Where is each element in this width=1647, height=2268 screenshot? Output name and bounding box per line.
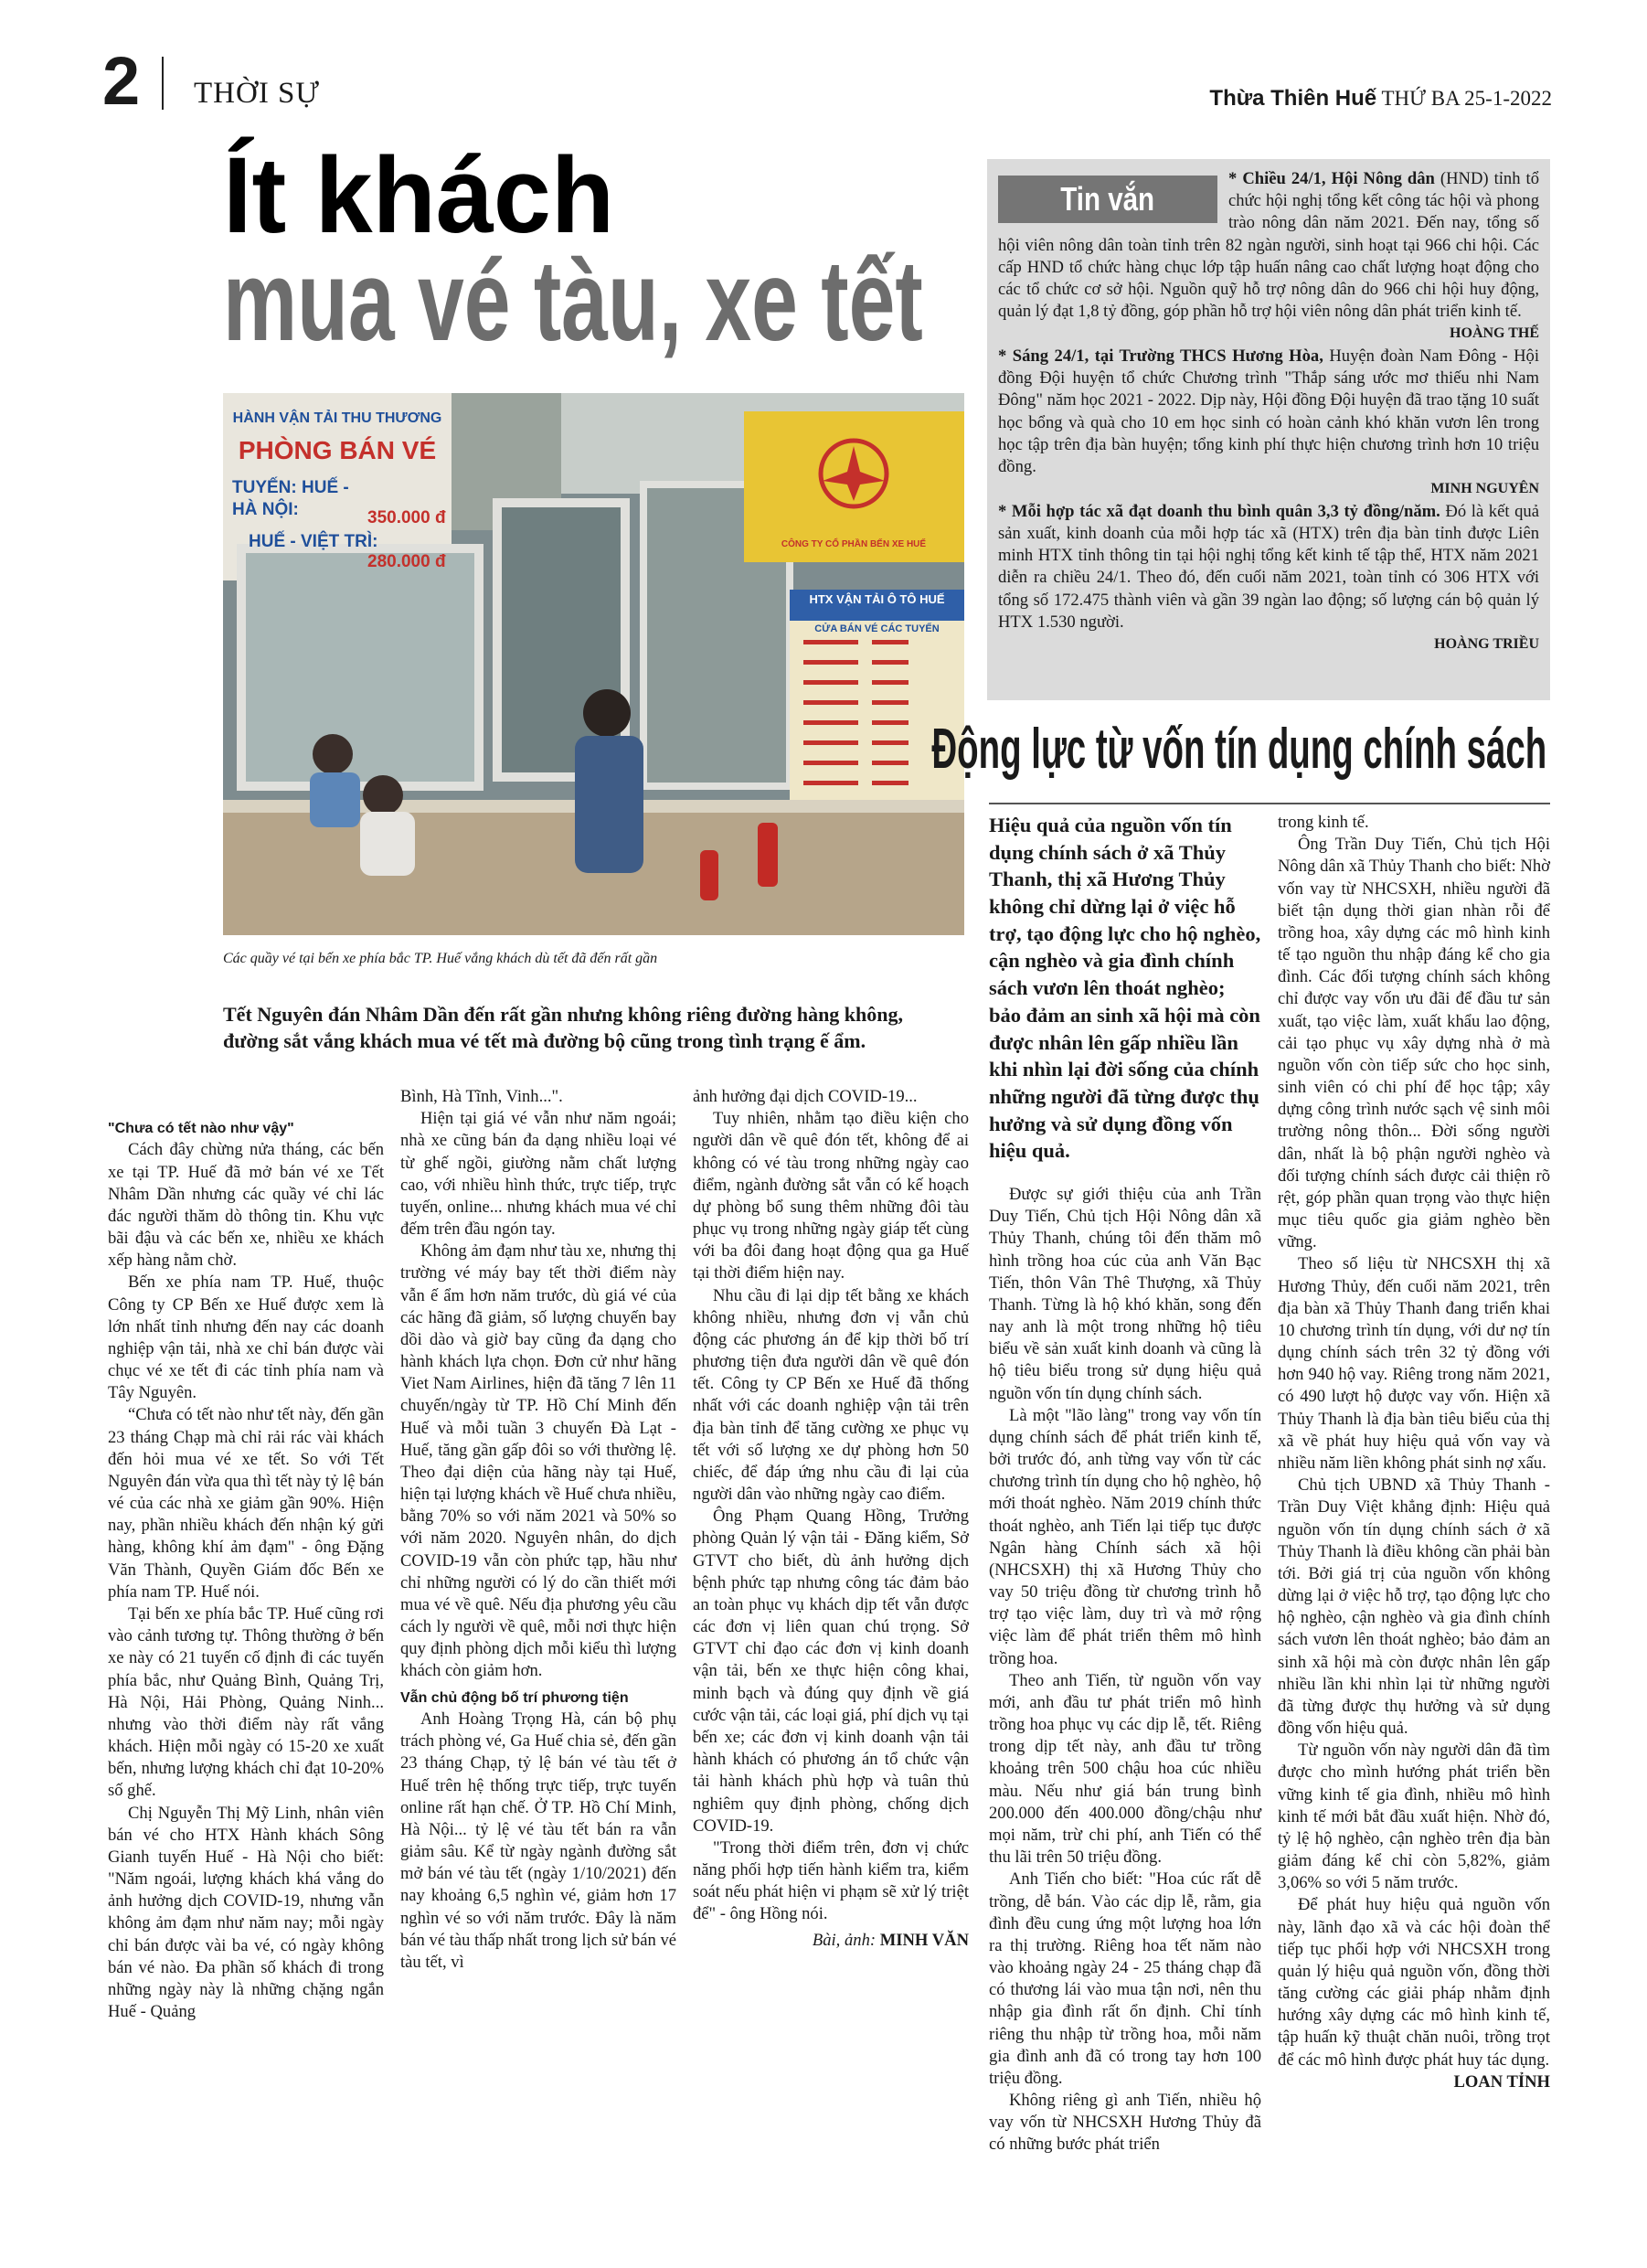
article1-title-line1: Ít khách: [223, 135, 615, 256]
section-title: THỜI SỰ: [194, 77, 321, 110]
sign-route1-price: 350.000 đ: [367, 508, 446, 527]
brief-item-lead: * Chiều 24/1, Hội Nông dân: [1228, 169, 1435, 188]
photo-caption: Các quầy vé tại bến xe phía bắc TP. Huế vắng khách dù tết đã đến rất gần: [223, 951, 658, 966]
sign-cooperative-name: HTX VẬN TẢI Ô TÔ HUẾ: [809, 592, 945, 606]
article2-author: [1278, 2071, 1550, 2093]
subheading: Vẫn chủ động bố trí phương tiện: [400, 1689, 629, 1706]
paragraph: Tuy nhiên, nhằm tạo điều kiện cho người dân về quê đón tết, không để ai không có vé tàu trong những ngày cao điểm, ngành đường sắt vẫn có kế hoạch dự phòng bổ sung thêm những đôi tàu phục vụ trong những ngày giáp tết cùng với ba đôi đang hoạt động qua ga Huế tại thời điểm hiện nay.: [693, 1109, 969, 1283]
paragraph: Là một "lão làng" trong vay vốn tín dụng chính sách để phát triển kinh tế, bởi trước đó, anh từng vay vốn từ các chương trình tín dụng cho hộ nghèo, hộ mới thoát nghèo. Năm 2019 chính thức thoát nghèo, anh Tiến lại tiếp tục được Ngân hàng Chính sách xã hội (NHCSXH) thị xã Hương Thủy cho vay 50 triệu đồng từ chương trình hỗ trợ tạo việc làm, duy trì và mở rộng việc làm để phát triển thêm mô hình trồng hoa.: [989, 1405, 1261, 1668]
sign-bus-station-company: CÔNG TY CỔ PHẦN BẾN XE HUẾ: [781, 539, 927, 549]
news-brief-label-text: Tin vắn: [1060, 180, 1155, 218]
sign-ticket-office: PHÒNG BÁN VÉ: [238, 436, 437, 464]
paragraph: Theo anh Tiến, từ nguồn vốn vay mới, anh đầu tư phát triển mô hình trồng hoa phục vụ các dịp lễ, tết. Riêng trong dịp tết này, anh đầu tư trồng khoảng trên 500 chậu hoa cúc nhiều màu. Nếu như giá bán trung bình 200.000 đến 400.000 đồng/chậu như mọi năm, trừ chi phí, anh Tiến có thể thu lãi trên 50 triệu đồng.: [989, 1670, 1261, 1868]
article1-column-1: [108, 1113, 384, 2023]
paragraph: Chủ tịch UBND xã Thủy Thanh - Trần Duy Việt khẳng định: Hiệu quả nguồn vốn tín dụng chính sách ở xã Thủy Thanh là điều không cần phải bàn tới. Bởi giá trị của nguồn vốn không dừng lại ở việc hỗ trợ, tạo động lực cho hộ nghèo, cận nghèo và gia đình chính sách vươn lên thoát nghèo; bảo đảm an sinh xã hội mà còn được nhân lên gấp nhiều lần khi nhìn lại từ những người đã từng được thụ hưởng và sử dụng đồng vốn hiệu quả.: [1278, 1475, 1550, 1739]
news-brief-label: [998, 176, 1217, 223]
brief-item-lead: * Sáng 24/1, tại Trường THCS Hương Hòa,: [998, 346, 1323, 366]
paragraph: Anh Hoàng Trọng Hà, cán bộ phụ trách phòng vé, Ga Huế chia sẻ, đến gần 23 tháng Chạp, tỷ lệ bán vé tàu tết ở Huế trên hệ thống trực tiếp, trực tuyến online rất hạn chế. Ở TP. Hồ Chí Minh, Hà Nội... tỷ lệ vé tàu tết bán ra vẫn giảm sâu. Kể từ ngày ngành đường sắt mở bán vé tàu tết (ngày 1/10/2021) đến nay khoảng 6,5 nghìn vé, giảm hơn 17 nghìn vé so với năm trước. Đây là năm bán vé tàu thấp nhất trong lịch sử bán vé tàu tết, vì: [400, 1709, 676, 1972]
photo-illustration: [223, 393, 964, 935]
brief-author: HOÀNG TRIỀU: [1434, 635, 1539, 652]
paragraph: Không riêng gì anh Tiến, nhiều hộ vay vốn từ NHCSXH Hương Thủy đã có những bước phát triển: [989, 2091, 1261, 2155]
article1-sapo: Tết Nguyên đán Nhâm Dần đến rất gần nhưng không riêng đường hàng không, đường sắt vắng khách mua vé tết mà đường bộ cũng trong tình trạng ế ẩm.: [223, 1003, 904, 1053]
page-number: 2: [102, 43, 141, 119]
paragraph: “Chưa có tết nào như tết này, đến gần 23 tháng Chạp mà chỉ rải rác vài khách đến hỏi mua vé xe tết. So với Tết Nguyên đán vừa qua thì tết này tỷ lệ bán vé của các nhà xe giảm gần 90%. Hiện nay, phần nhiều khách đến nhận ký gửi hàng, không khí ảm đạm" - ông Đặng Văn Thành, Quyền Giám đốc Bến xe phía nam TP. Huế nói.: [108, 1405, 384, 1602]
sign-counter-routes: CỬA BÁN VÉ CÁC TUYẾN: [814, 623, 940, 634]
brief-item-lead: * Mỗi hợp tác xã đạt doanh thu bình quân 3,3 tỷ đồng/năm.: [998, 501, 1440, 521]
masthead: [1209, 86, 1552, 112]
paragraph: Từ nguồn vốn này người dân đã tìm được cho mình hướng phát triển bền vững kinh tế gia đình, nhiều mô hình kinh tế mới bắt đầu xuất hiện. Nhờ đó, tỷ lệ hộ nghèo, cận nghèo trên địa bàn giảm đáng kể chỉ còn 5,82%, giảm 3,06% so với 5 năm trước.: [1278, 1741, 1550, 1893]
paragraph: Bến xe phía nam TP. Huế, thuộc Công ty CP Bến xe Huế được xem là lớn nhất tỉnh nhưng đến nay các doanh nghiệp vận tải, nhà xe chỉ bán được vài chục vé xe tết đi các tỉnh phía nam và Tây Nguyên.: [108, 1272, 384, 1403]
paragraph: Theo số liệu từ NHCSXH thị xã Hương Thủy, đến cuối năm 2021, trên địa bàn xã Thủy Thanh đang triển khai 10 chương trình tín dụng, với dư nợ tín dụng chính sách trên 32 tỷ đồng với hơn 940 hộ vay. Riêng trong năm 2021, có 490 lượt hộ được vay vốn. Hiện xã Thủy Thanh là địa bàn tiêu biểu của thị xã về phát huy hiệu quả vốn vay và nhiều năm liền không phát sinh nợ xấu.: [1278, 1254, 1550, 1473]
paragraph: Chị Nguyễn Thị Mỹ Linh, nhân viên bán vé cho HTX Hành khách Sông Gianh tuyến Huế - Hà Nội cho biết: "Năm ngoái, lượng khách khá vắng do ảnh hưởng dịch COVID-19, nhưng vẫn không ảm đạm như năm nay; mỗi ngày chỉ bán được vài ba vé, có ngày không bán vé nào. Đa phần số khách đi trong những ngày này là những chặng ngắn Huế - Quảng: [108, 1803, 384, 2022]
subheading: "Chưa có tết nào như vậy": [108, 1121, 294, 1136]
header-divider: [162, 57, 164, 110]
paragraph: Ông Phạm Quang Hồng, Trưởng phòng Quản lý vận tải - Đăng kiểm, Sở GTVT cho biết, dù ảnh hưởng dịch bệnh phức tạp nhưng công tác đảm bảo an toàn phục vụ khách dịp tết vẫn được các đơn vị liên quan chú trọng. Sở GTVT chỉ đạo các đơn vị kinh doanh vận tải, bến xe thực hiện công khai, minh bạch và đúng quy định về giá cước vận tải, các loại giá, phí dịch vụ tại bến xe; các đơn vị kinh doanh vận tải hành khách có phương án tổ chức vận tải hành khách phù hợp và tuân thủ nghiêm quy định phòng, chống dịch COVID-19.: [693, 1507, 969, 1836]
byline-prefix: Bài, ảnh:: [812, 1930, 877, 1950]
paragraph: Cách đây chừng nửa tháng, các bến xe tại TP. Huế đã mở bán vé xe Tết Nhâm Dần nhưng các quầy vé chỉ lác đác người thăm dò thông tin. Khu vực bãi đậu và các bến xe, nhiều xe khách xếp hàng nằm chờ.: [108, 1140, 384, 1271]
brief-author: MINH NGUYÊN: [1430, 481, 1539, 497]
byline: [693, 1930, 969, 1952]
paragraph: Nhu cầu đi lại dịp tết bằng xe khách không nhiều, nhưng đơn vị vẫn chủ động các phương án để kịp thời bố trí phương tiện đưa người dân về quê đón tết. Công ty CP Bến xe Huế đã thống nhất với các doanh nghiệp vận tải trên địa bàn tỉnh để tăng cường xe phục vụ tết với số lượng xe dự phòng hơn 50 chiếc, để đáp ứng nhu cầu đi lại của người dân vào những ngày cao điểm.: [693, 1285, 969, 1505]
issue-date: THỨ BA 25-1-2022: [1381, 87, 1552, 110]
sign-route2-label: HUẾ - VIỆT TRÌ:: [249, 532, 378, 551]
article1-column-3: [693, 1086, 969, 1952]
article1-column-2: [400, 1086, 676, 1974]
article2-lead: Hiệu quả của nguồn vốn tín dụng chính sách ở xã Thủy Thanh, thị xã Hương Thủy không chỉ dừng lại ở việc hỗ trợ, tạo động lực cho hộ nghèo, cận nghèo và gia đình chính sách vươn lên thoát nghèo; bảo đảm an sinh xã hội mà còn được nhân lên gấp nhiều lần khi nhìn lại đời sống của chính những người đã từng được thụ hưởng và sử dụng đồng vốn hiệu quả.: [989, 814, 1261, 1163]
article2-title-rule: [989, 803, 1550, 804]
ticket-counter-photo: [223, 393, 964, 935]
news-brief-text: [998, 168, 1539, 656]
paragraph: Hiện tại giá vé vẫn như năm ngoái; nhà xe cũng bán đa dạng nhiều loại vé từ ghế ngồi, giường nằm chất lượng cao, với nhiều hình thức, trực tiếp, trực tuyến, online... nhưng khách mua vé chỉ đếm trên đầu ngón tay.: [400, 1109, 676, 1240]
brief-item: [998, 501, 1539, 634]
paragraph: ảnh hưởng đại dịch COVID-19...: [693, 1087, 918, 1106]
paragraph: Không ảm đạm như tàu xe, nhưng thị trường vé máy bay tết thời điểm này vẫn ế ẩm hơn năm trước, dù giá vé của các hãng đã giảm, số lượng chuyến bay dồi dào và giờ bay cũng đa dạng cho hành khách lựa chọn. Đơn cử như hãng Viet Nam Airlines, hiện đã tăng 7 lên 11 chuyến/ngày từ TP. Hồ Chí Minh đến Huế và mỗi tuần 3 chuyến Đà Lạt - Huế, tăng gần gấp đôi so với thường lệ. Theo đại diện của hãng này tại Huế, hiện tại lượng khách về Huế chưa nhiều, bằng 70% so với năm 2021 và 50% so với năm 2020. Nguyên nhân, do dịch COVID-19 vẫn còn phức tạp, hầu như chỉ những người có lý do cần thiết mới mua vé về quê. Nếu địa phương yêu cầu cách ly người về quê, mỗi nơi thực hiện quy định phòng dịch mỗi kiểu thì lượng khách còn giảm hơn.: [400, 1241, 676, 1681]
paragraph: Được sự giới thiệu của anh Trần Duy Tiến, Chủ tịch Hội Nông dân xã Thủy Thanh, chúng tôi đến thăm mô hình trồng hoa cúc của anh Văn Bạc Tiến, thôn Vân Thê Thượng, xã Thủy Thanh. Từng là hộ khó khăn, song đến nay anh là một trong những hộ tiêu biểu về sản xuất kinh doanh và cũng là hộ tiêu biểu trong sử dụng hiệu quả nguồn vốn tín dụng chính sách.: [989, 1185, 1261, 1403]
article2-title: Động lực từ vốn tín dụng chính sách: [931, 718, 1546, 781]
paragraph: Anh Tiến cho biết: "Hoa cúc rất dễ trồng, dễ bán. Vào các dịp lễ, rằm, gia đình đều cung ứng một lượng hoa lớn ra thị trường. Riêng hoa tết năm nào vào khoảng ngày 24 - 25 tháng chạp đã có thương lái vào mua tận nơi, nên thu nhập gia đình rất ổn định. Chỉ tính riêng thu nhập từ trồng hoa, mỗi năm gia đình anh đã có trong tay hơn 100 triệu đồng.: [989, 1869, 1261, 2088]
brief-item-body: (HND) tỉnh tổ chức hội nghị tổng kết công tác hội và phong trào nông dân năm 2021. Đến nay, tổng số hội viên nông dân toàn tỉnh trên 82 ngàn người, sinh hoạt tại 966 chi hội. Các cấp HND tổ chức hàng chục lớp tập huấn nâng cao chất lượng hoạt động cho các tổ chức cơ sở hội. Nguồn quỹ hỗ trợ nông dân do 966 chi hội huy động, quản lý đạt 1,8 tỷ đồng, góp phần hỗ trợ hội viên nông dân phát triển kinh tế.: [998, 169, 1539, 322]
sign-route2-price: 280.000 đ: [367, 552, 446, 571]
article2-author-name: LOAN TỈNH: [1453, 2071, 1550, 2092]
paragraph: Ông Trần Duy Tiến, Chủ tịch Hội Nông dân xã Thủy Thanh cho biết: Nhờ vốn vay từ NHCSXH, nhiều người đã biết tận dụng thời gian nhàn rỗi để trồng hoa, xây dựng các mô hình kinh tế tạo nguồn thu nhập đáng kể cho gia đình. Các đối tượng chính sách không chỉ được vay vốn ưu đãi để đầu tư sản xuất, tạo việc làm, xuất khẩu lao động, cải tạo phục vụ xây dựng nhà ở mà nguồn vốn còn tiếp sức cho học sinh, sinh viên có chi phí để học tập; xây dựng công trình nước sạch vệ sinh môi trường nông thôn... Đời sống người dân, nhất là bộ phận người nghèo và đối tượng chính sách được cải thiện rõ rệt, góp phần quan trọng vào thực hiện mục tiêu quốc gia giảm nghèo bền vững.: [1278, 835, 1550, 1252]
sign-route1-label: TUYẾN: HUẾ - HÀ NỘI:: [232, 478, 349, 519]
brief-item-body: Huyện đoàn Nam Đông - Hội đồng Đội huyện tổ chức Chương trình "Thắp sáng ước mơ thiếu nhi Nam Đông" năm học 2021 - 2022. Dịp này, Hội đồng Đội huyện đã trao tặng 10 suất học bổng và quà cho 10 em học sinh có hoàn cảnh khó khăn vươn lên trong học tập trên địa bàn huyện; tổng kinh phí thực hiện chương trình hơn 10 triệu đồng.: [998, 346, 1540, 476]
brief-author: HOÀNG THẾ: [1450, 325, 1539, 342]
brief-item-body: Đó là kết quả sản xuất, kinh doanh của mỗi hợp tác xã (HTX) trên địa bàn tỉnh được Liên minh HTX tỉnh thông tin tại hội nghị tổng kết kinh tế tập thể, HTX năm 2021 diễn ra chiều 24/1. Theo đó, đến cuối năm 2021, toàn tỉnh có 306 HTX với tổng số 172.475 thành viên và gần 39 ngàn lao động; số lượng cán bộ quản lý HTX 1.530 người.: [998, 501, 1539, 632]
article1-title-line2: mua vé tàu, xe tết: [223, 238, 923, 365]
paragraph: Bình, Hà Tĩnh, Vinh...".: [400, 1087, 563, 1106]
paragraph: Tại bến xe phía bắc TP. Huế cũng rơi vào cảnh tương tự. Thông thường ở bến xe này có 21 tuyến cố định đi các tuyến phía bắc, như Quảng Bình, Quảng Trị, Hà Nội, Hải Phòng, Quảng Ninh... nhưng vào thời điểm này rất vắng khách. Hiện mỗi ngày có 15-20 xe xuất bến, nhưng lượng khách chỉ đạt 10-20% số ghế.: [108, 1604, 384, 1801]
paragraph: trong kinh tế.: [1278, 813, 1369, 832]
paragraph: Để phát huy hiệu quả nguồn vốn này, lãnh đạo xã và các hội đoàn thể tiếp tục phối hợp với NHCSXH trong quản lý hiệu quả nguồn vốn, đồng thời tăng cường các giải pháp nhằm định hướng xây dựng các mô hình kinh tế, tập huấn kỹ thuật chăn nuôi, trồng trọt để các mô hình được phát huy tác dụng.: [1278, 1895, 1550, 2070]
paragraph: "Trong thời điểm trên, đơn vị chức năng phối hợp tiến hành kiểm tra, kiểm soát nếu phát hiện vi phạm sẽ xử lý triệt để" - ông Hồng nói.: [693, 1837, 969, 1924]
brief-item: [998, 346, 1539, 478]
article2-column-1: [989, 1184, 1261, 2156]
article2-column-2: [1278, 812, 1550, 2093]
byline-author: MINH VĂN: [879, 1930, 969, 1950]
masthead-name: Thừa Thiên Huế: [1209, 86, 1377, 111]
sign-company-name: HÀNH VẬN TẢI THU THƯƠNG: [232, 410, 442, 426]
